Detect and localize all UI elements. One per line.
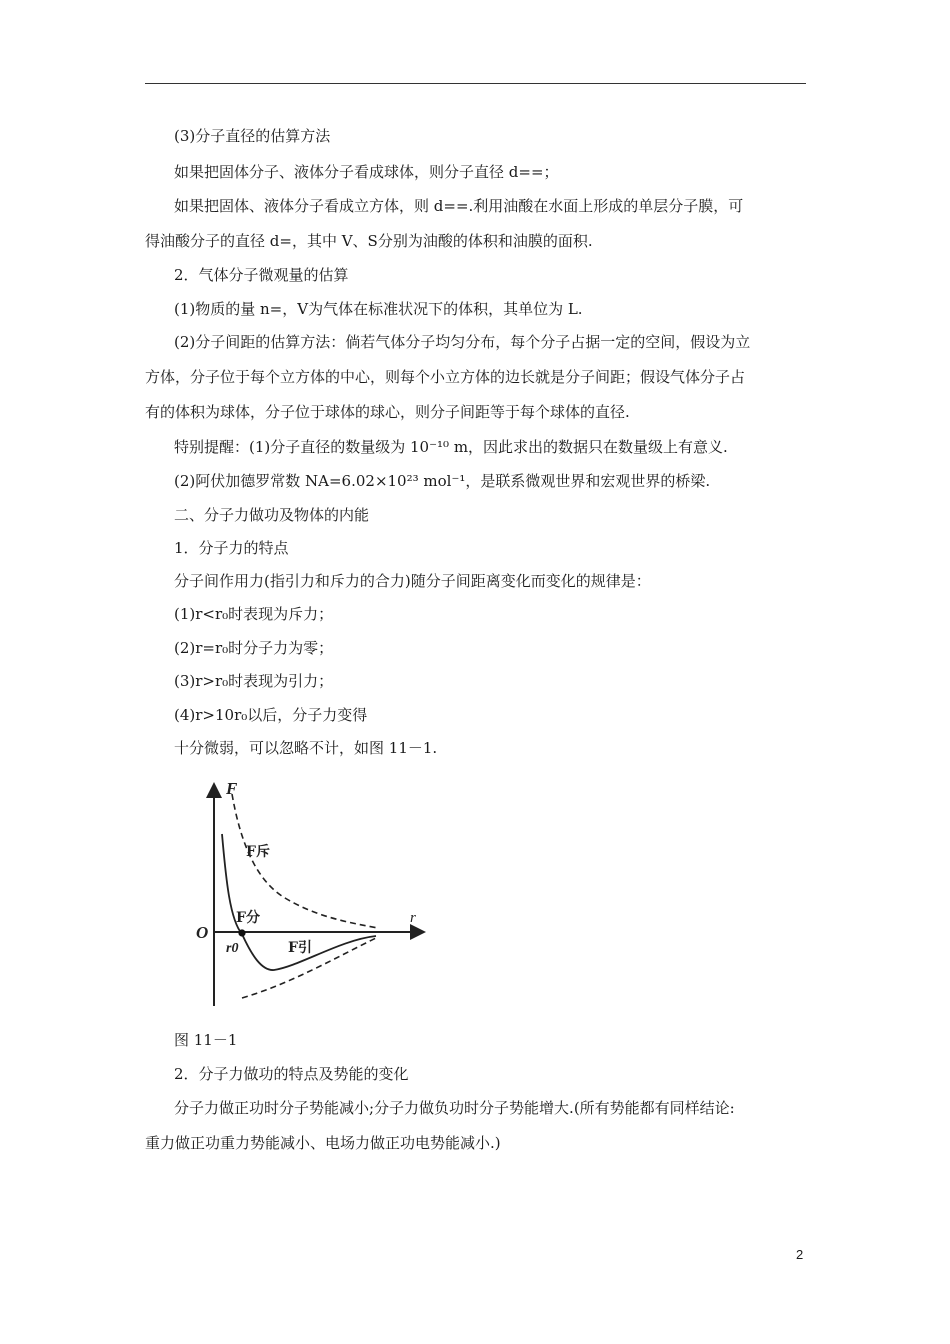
text-line-17: (3)r>r₀时表现为引力； bbox=[174, 672, 334, 690]
text-line-5: 2．气体分子微观量的估算 bbox=[174, 266, 349, 284]
figure-caption: 图 11－1 bbox=[174, 1031, 238, 1049]
text-line-1: (3)分子直径的估算方法 bbox=[174, 127, 331, 145]
text-line-4: 得油酸分子的直径 d=，其中 V、S分别为油酸的体积和油膜的面积. bbox=[145, 232, 593, 250]
text-line-12: 二、分子力做功及物体的内能 bbox=[174, 506, 370, 524]
text-line-6: (1)物质的量 n=，V为气体在标准状况下的体积，其单位为 L. bbox=[174, 300, 583, 318]
y-axis-label: F bbox=[226, 779, 238, 798]
r0-point bbox=[238, 929, 245, 936]
x-axis-label: r bbox=[410, 910, 416, 926]
r0-label: r0 bbox=[226, 941, 239, 956]
attraction-label: F引 bbox=[288, 940, 312, 956]
text-line-11: (2)阿伏加德罗常数 NA=6.02×10²³ mol⁻¹，是联系微观世界和宏观世界的桥梁. bbox=[174, 472, 711, 490]
header-rule bbox=[145, 83, 806, 84]
text-line-2: 如果把固体分子、液体分子看成球体，则分子直径 d==； bbox=[174, 163, 559, 181]
text-line-21: 分子力做正功时分子势能减小;分子力做负功时分子势能增大.(所有势能都有同样结论: bbox=[174, 1099, 735, 1117]
origin-label: O bbox=[196, 923, 209, 942]
text-line-16: (2)r=r₀时分子力为零； bbox=[174, 639, 334, 657]
molecular-force-figure bbox=[190, 770, 440, 1010]
net-force-label: F分 bbox=[236, 910, 260, 926]
text-line-8: 方体，分子位于每个立方体的中心，则每个小立方体的边长就是分子间距；假设气体分子占 bbox=[145, 368, 746, 386]
text-line-14: 分子间作用力(指引力和斥力的合力)随分子间距离变化而变化的规律是： bbox=[174, 572, 651, 590]
repulsion-curve bbox=[232, 794, 378, 928]
text-line-19: 十分微弱，可以忽略不计，如图 11－1. bbox=[174, 739, 438, 757]
text-line-7: (2)分子间距的估算方法：倘若气体分子均匀分布，每个分子占据一定的空间，假设为立 bbox=[174, 333, 751, 351]
text-line-10: 特别提醒：(1)分子直径的数量级为 10⁻¹⁰ m，因此求出的数据只在数量级上有意义. bbox=[174, 438, 728, 456]
text-line-15: (1)r<r₀时表现为斥力； bbox=[174, 605, 334, 623]
text-line-18: (4)r>10r₀以后，分子力变得 bbox=[174, 706, 368, 724]
text-line-20: 2．分子力做功的特点及势能的变化 bbox=[174, 1065, 409, 1083]
text-line-9: 有的体积为球体，分子位于球体的球心，则分子间距等于每个球体的直径. bbox=[145, 403, 630, 421]
page-number: 2 bbox=[796, 1247, 804, 1262]
text-line-13: 1．分子力的特点 bbox=[174, 539, 289, 557]
text-line-3: 如果把固体、液体分子看成立方体，则 d==.利用油酸在水面上形成的单层分子膜，可 bbox=[174, 197, 744, 215]
repulsion-label: F斥 bbox=[246, 844, 270, 860]
text-line-22: 重力做正功重力势能减小、电场力做正功电势能减小.) bbox=[145, 1134, 501, 1152]
